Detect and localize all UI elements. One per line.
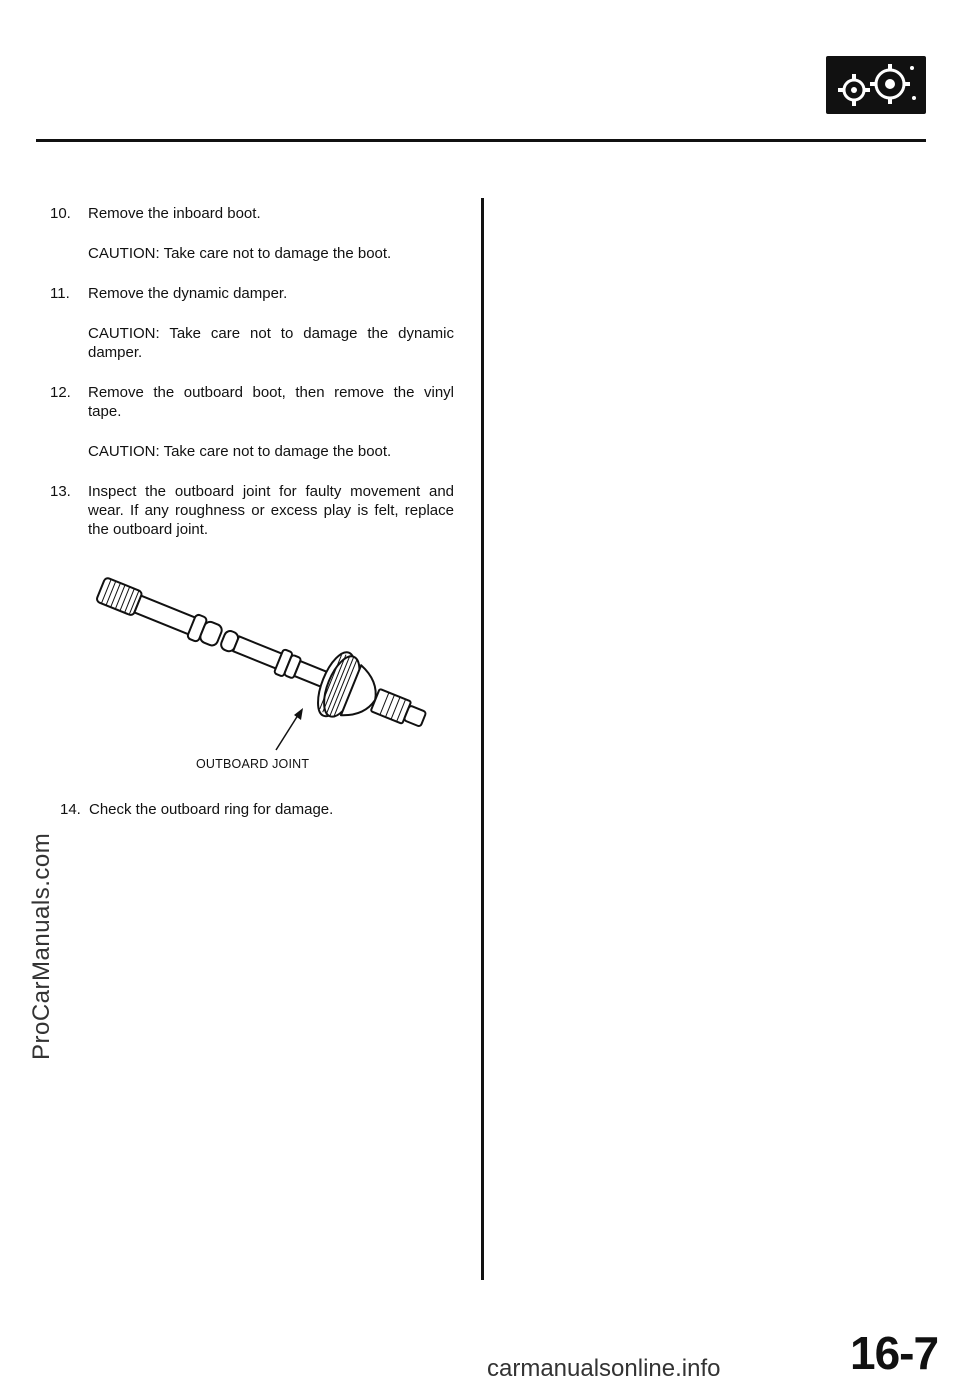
outboard-joint-label: OUTBOARD JOINT [196,757,310,771]
watermark-vertical: ProCarManuals.com [28,832,55,1060]
column-divider [481,198,484,1280]
top-rule [36,139,926,142]
caution-10: CAUTION: Take care not to damage the boot. [88,245,392,262]
gears-icon [826,56,926,114]
step-11: 11. Remove the dynamic damper. [50,285,288,302]
step-10: 10. Remove the inboard boot. [50,205,261,222]
procedure-steps [50,204,454,560]
step-13: 13. Inspect the outboard joint for faulty movement and wear. If any roughness or excess play is felt, replace the outboard joint. [50,483,454,538]
driveshaft-illustration [90,572,450,772]
step-12: 12. Remove the outboard boot, then remove the vinyl tape. [50,384,454,420]
page-number: 16-7 [850,1327,939,1379]
watermark-bottom: carmanualsonline.info [487,1355,721,1382]
caution-11: CAUTION: Take care not to damage the dynamic damper. [88,325,454,361]
step-14: 14. Check the outboard ring for damage. [60,801,334,818]
caution-12: CAUTION: Take care not to damage the boot. [88,443,392,460]
